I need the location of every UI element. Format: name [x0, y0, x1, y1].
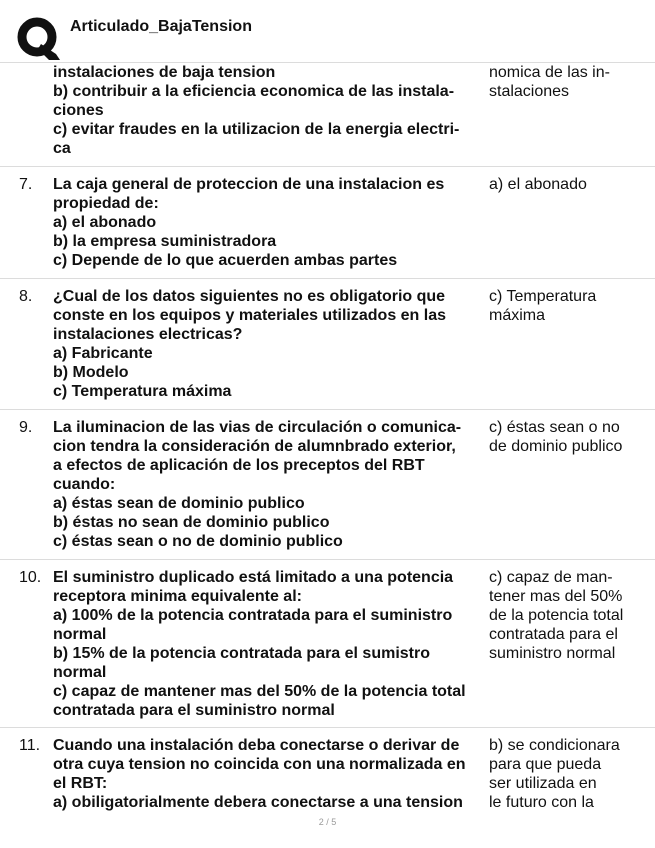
- question-line: instalaciones electricas?: [53, 326, 243, 343]
- document-title: Articulado_BajaTension: [70, 18, 252, 35]
- answer-line: contratada para el: [489, 626, 618, 643]
- question-number: 7.: [19, 176, 33, 193]
- question-line: c) evitar fraudes en la utilizacion de la energia electri-: [53, 121, 460, 138]
- answer-line: c) capaz de man-: [489, 569, 613, 586]
- question-line: a) éstas sean de dominio publico: [53, 495, 305, 512]
- question-11: [0, 727, 655, 813]
- question-line: normal: [53, 626, 107, 643]
- question-body: [53, 175, 483, 270]
- question-line: ciones: [53, 102, 104, 119]
- question-7: [0, 166, 655, 279]
- question-line: otra cuya tension no coincida con una normalizada en: [53, 756, 466, 773]
- answer-text: [489, 287, 639, 325]
- answer-text: [489, 63, 639, 101]
- question-body: [53, 287, 483, 401]
- answer-text: [489, 568, 639, 663]
- answer-line: c) éstas sean o no: [489, 419, 620, 436]
- question-9: [0, 409, 655, 560]
- question-line: c) capaz de mantener mas del 50% de la potencia total: [53, 683, 466, 700]
- question-line: El suministro duplicado está limitado a una potencia: [53, 569, 454, 586]
- answer-text: [489, 418, 639, 456]
- document-header: [0, 0, 655, 62]
- answer-line: para que pueda: [489, 756, 602, 773]
- question-line: normal: [53, 664, 107, 681]
- question-line: cuando:: [53, 476, 116, 493]
- question-line: el RBT:: [53, 775, 108, 792]
- question-line: La caja general de proteccion de una instalacion es: [53, 176, 445, 193]
- answer-line: tener mas del 50%: [489, 588, 623, 605]
- question-line: cion tendra la consideración de alumnbrado exterior,: [53, 438, 456, 455]
- page-number: 2 / 5: [318, 817, 337, 827]
- answer-line: b) se condicionara: [489, 737, 620, 754]
- question-line: Cuando una instalación deba conectarse o derivar de: [53, 737, 460, 754]
- answer-line: a) el abonado: [489, 176, 587, 193]
- question-number: 10.: [19, 569, 42, 586]
- question-line: c) Temperatura máxima: [53, 383, 232, 400]
- question-line: propiedad de:: [53, 195, 159, 212]
- answer-text: [489, 175, 639, 194]
- question-line: ca: [53, 140, 71, 157]
- answer-line: de la potencia total: [489, 607, 624, 624]
- question-line: a) Fabricante: [53, 345, 153, 362]
- question-line: b) éstas no sean de dominio publico: [53, 514, 330, 531]
- answer-line: suministro normal: [489, 645, 616, 662]
- question-line: b) contribuir a la eficiencia economica de las instala-: [53, 83, 455, 100]
- question-line: a) obiligatorialmente debera conectarse a una tension: [53, 794, 463, 811]
- question-line: b) la empresa suministradora: [53, 233, 277, 250]
- question-line: b) Modelo: [53, 364, 129, 381]
- question-line: a) el abonado: [53, 214, 157, 231]
- question-10: [0, 559, 655, 728]
- question-line: contratada para el suministro normal: [53, 702, 335, 719]
- question-body: [53, 63, 483, 158]
- answer-line: stalaciones: [489, 83, 570, 100]
- question-line: a efectos de aplicación de los preceptos del RBT: [53, 457, 425, 474]
- question-body: [53, 736, 483, 812]
- question-line: conste en los equipos y materiales utilizados en las: [53, 307, 447, 324]
- question-number: 8.: [19, 288, 33, 305]
- question-line: instalaciones de baja tension: [53, 64, 276, 81]
- question-number: 11.: [19, 737, 41, 754]
- question-body: [53, 418, 483, 551]
- answer-line: máxima: [489, 307, 546, 324]
- question-body: [53, 568, 483, 720]
- question-line: La iluminacion de las vias de circulación o comunica-: [53, 419, 462, 436]
- answer-line: le futuro con la: [489, 794, 594, 811]
- answer-line: c) Temperatura: [489, 288, 597, 305]
- app-logo-icon: [16, 16, 60, 60]
- answer-line: ser utilizada en: [489, 775, 597, 792]
- answer-line: nomica de las in-: [489, 64, 610, 81]
- question-number: 9.: [19, 419, 33, 436]
- question-line: b) 15% de la potencia contratada para el sumistro: [53, 645, 430, 662]
- question-8: [0, 278, 655, 410]
- question-line: receptora minima equivalente al:: [53, 588, 302, 605]
- question-6-continuation: [0, 62, 655, 167]
- question-line: ¿Cual de los datos siguientes no es obligatorio que: [53, 288, 446, 305]
- answer-text: [489, 736, 639, 812]
- question-line: c) éstas sean o no de dominio publico: [53, 533, 343, 550]
- answer-line: de dominio publico: [489, 438, 623, 455]
- question-line: a) 100% de la potencia contratada para el suministro: [53, 607, 453, 624]
- question-line: c) Depende de lo que acuerden ambas partes: [53, 252, 398, 269]
